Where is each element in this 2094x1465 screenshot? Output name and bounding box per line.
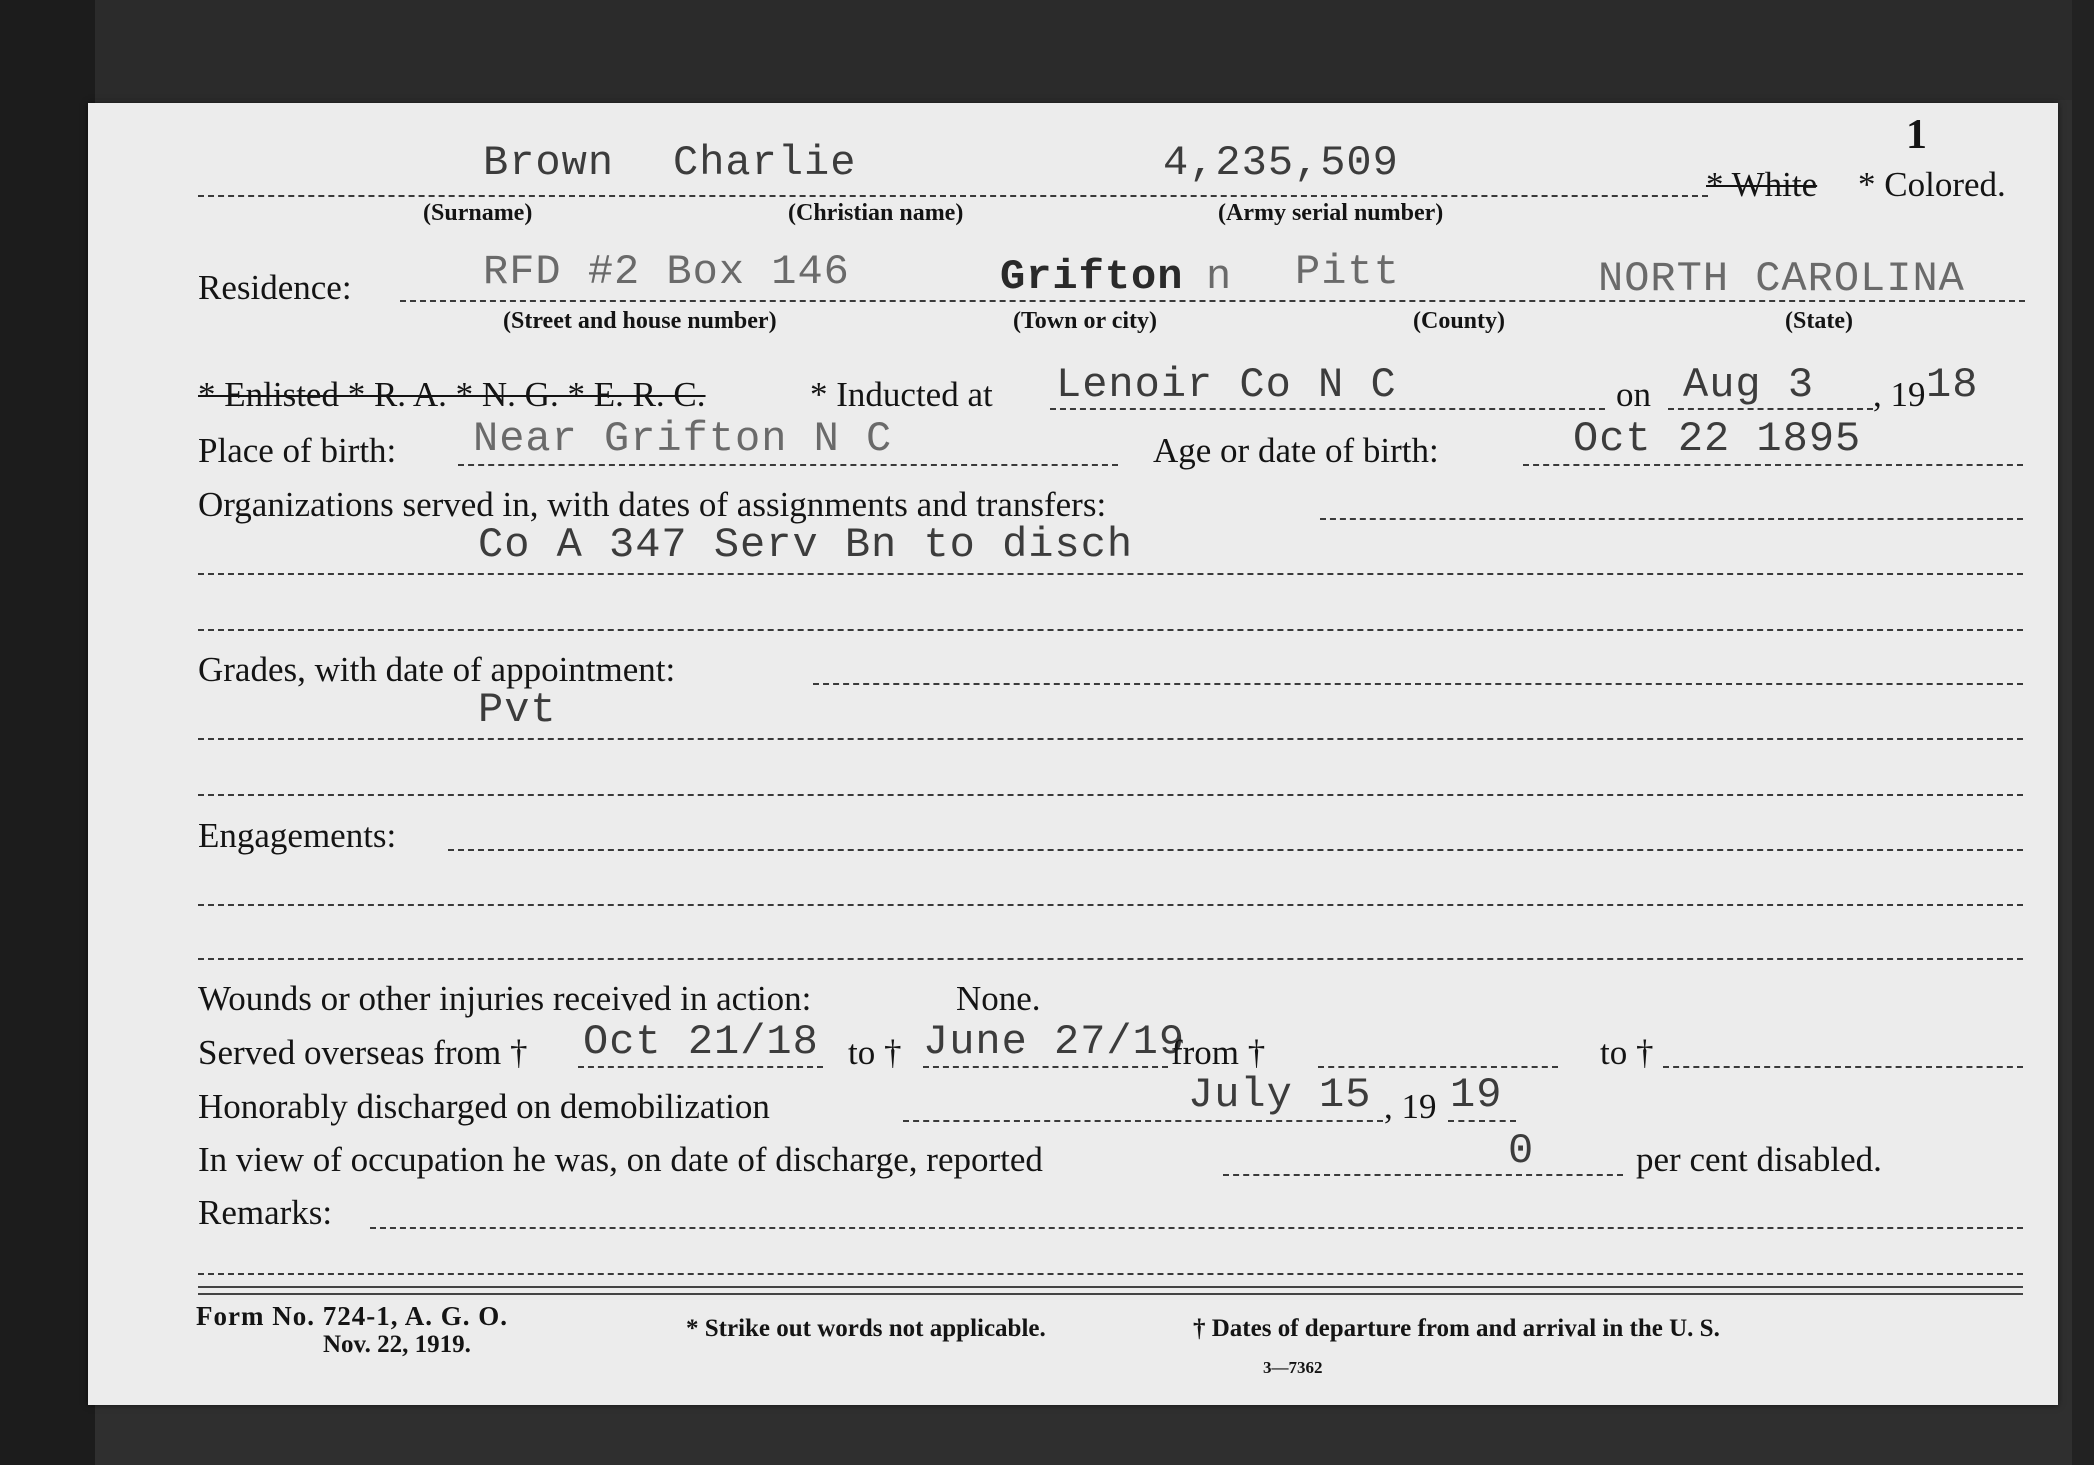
residence-state-value: NORTH CAROLINA [1598, 255, 1965, 303]
scan-background-left [0, 0, 95, 1465]
christian-name-value: Charlie [673, 139, 857, 187]
form-number: Form No. 724-1, A. G. O. [196, 1301, 508, 1331]
surname-caption: (Surname) [423, 200, 533, 226]
engagements-line-2 [198, 904, 2023, 906]
overseas-to-value: June 27/19 [923, 1018, 1186, 1066]
engagements-line-1 [448, 849, 2023, 851]
overseas-to-label: to † [848, 1033, 902, 1072]
service-record-card [88, 103, 2058, 1405]
header-line [198, 195, 1708, 197]
date-of-birth-label: Age or date of birth: [1153, 431, 1439, 470]
place-of-birth-label: Place of birth: [198, 431, 397, 470]
surname-value: Brown [483, 139, 615, 187]
scan-background-right [2072, 0, 2094, 1465]
enlistment-on-label: on [1616, 375, 1651, 414]
enlistment-year-suffix: 18 [1926, 361, 1979, 409]
race-colored-option: * Colored. [1858, 165, 2006, 204]
dates-note: † Dates of departure from and arrival in the U. S. [1193, 1315, 1720, 1342]
remarks-label: Remarks: [198, 1193, 333, 1232]
organizations-label: Organizations served in, with dates of assignments and transfers: [198, 485, 1107, 524]
overseas-to2-line [1663, 1066, 2023, 1068]
footer-rule-2 [198, 1293, 2023, 1295]
remarks-line-1 [370, 1227, 2023, 1229]
residence-street-value: RFD #2 Box 146 [483, 248, 850, 296]
wounds-value: None. [956, 979, 1041, 1018]
card-number: 1 [1906, 112, 1927, 158]
disability-label: In view of occupation he was, on date of discharge, reported [198, 1140, 1043, 1179]
town-caption: (Town or city) [1013, 308, 1157, 334]
print-code: 3—7362 [1263, 1358, 1323, 1377]
enlistment-year-prefix: , 19 [1873, 375, 1926, 414]
overseas-from-value: Oct 21/18 [583, 1018, 819, 1066]
residence-line [400, 300, 2025, 302]
organizations-line-1 [1320, 518, 2023, 520]
disability-line [1223, 1174, 1623, 1176]
organizations-value: Co A 347 Serv Bn to disch [478, 521, 1134, 569]
place-of-birth-value: Near Grifton N C [473, 415, 893, 463]
grades-line-3 [198, 794, 2023, 796]
disability-suffix: per cent disabled. [1636, 1140, 1882, 1179]
discharge-year-prefix: , 19 [1384, 1087, 1437, 1126]
enlistment-struck-options: * Enlisted * R. A. * N. G. * E. R. C. [198, 375, 706, 414]
overseas-to-line [923, 1066, 1168, 1068]
disability-value: 0 [1508, 1127, 1535, 1175]
grades-value: Pvt [478, 686, 557, 734]
engagements-label: Engagements: [198, 816, 397, 855]
wounds-label: Wounds or other injuries received in action: [198, 979, 812, 1018]
overseas-to2-label: to † [1600, 1033, 1654, 1072]
state-caption: (State) [1785, 308, 1853, 334]
race-white-option: * White [1706, 165, 1818, 204]
street-caption: (Street and house number) [503, 308, 777, 334]
inducted-place-value: Lenoir Co N C [1056, 361, 1397, 409]
residence-town-value: Grifton [1000, 253, 1184, 301]
remarks-line-2 [198, 1273, 2023, 1275]
enlistment-date-line [1668, 408, 1873, 410]
serial-number-value: 4,235,509 [1163, 139, 1399, 187]
overseas-from2-line [1318, 1066, 1558, 1068]
county-caption: (County) [1413, 308, 1506, 334]
engagements-line-3 [198, 958, 2023, 960]
organizations-line-2 [198, 573, 2023, 575]
strike-out-note: * Strike out words not applicable. [686, 1315, 1046, 1342]
date-of-birth-line [1523, 464, 2023, 466]
enlistment-date-value: Aug 3 [1683, 361, 1815, 409]
residence-county-value: Pitt [1295, 248, 1400, 296]
grades-label: Grades, with date of appointment: [198, 650, 676, 689]
scan-background-top [0, 0, 2094, 100]
overseas-from2-label: from † [1171, 1033, 1266, 1072]
date-of-birth-value: Oct 22 1895 [1573, 415, 1862, 463]
discharge-label: Honorably discharged on demobilization [198, 1087, 770, 1126]
overseas-from-line [578, 1066, 823, 1068]
grades-line-1 [813, 683, 2023, 685]
discharge-year-suffix: 19 [1450, 1071, 1503, 1119]
serial-number-caption: (Army serial number) [1218, 200, 1444, 226]
footer-rule-1 [198, 1286, 2023, 1288]
inducted-label: * Inducted at [810, 375, 993, 414]
discharge-line [903, 1120, 1383, 1122]
place-of-birth-line [458, 464, 1118, 466]
residence-town-faint: n [1206, 253, 1233, 301]
form-date: Nov. 22, 1919. [323, 1331, 471, 1358]
grades-line-2 [198, 738, 2023, 740]
discharge-date-value: July 15 [1188, 1071, 1372, 1119]
christian-name-caption: (Christian name) [788, 200, 964, 226]
organizations-line-3 [198, 629, 2023, 631]
inducted-line [1050, 408, 1605, 410]
discharge-year-line [1448, 1120, 1516, 1122]
residence-label: Residence: [198, 268, 352, 307]
overseas-label: Served overseas from † [198, 1033, 528, 1072]
